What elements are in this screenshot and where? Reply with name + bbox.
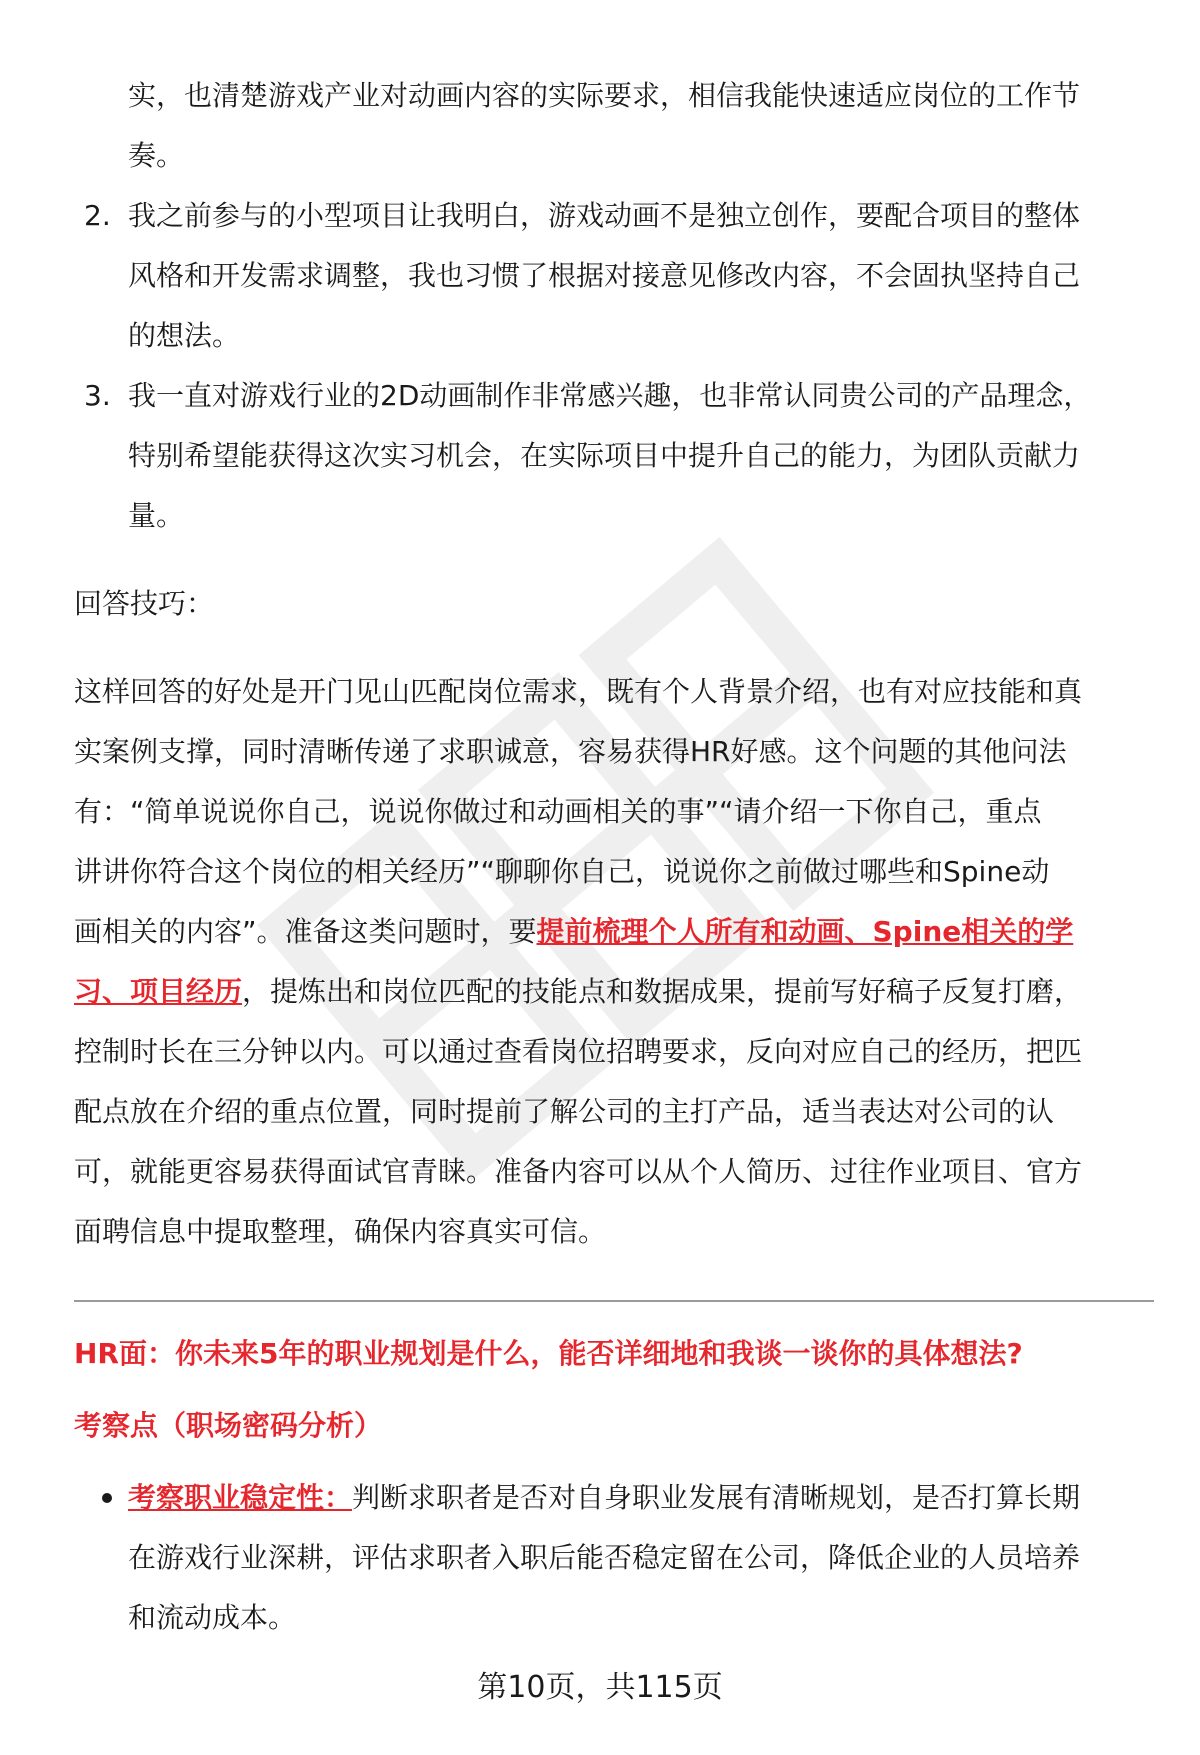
list-item-line: 风格和开发需求调整，我也习惯了根据对接意见修改内容，不会固执坚持自己 (128, 259, 1081, 292)
list-item-line: 我之前参与的小型项目让我明白，游戏动画不是独立创作，要配合项目的整体 (128, 199, 1081, 232)
bullet-item (74, 1468, 1154, 1648)
paragraph-line (74, 902, 1154, 962)
list-item-line: 我一直对游戏行业的2D动画制作非常感兴趣，也非常认同贵公司的产品理念， (128, 379, 1092, 412)
list-item-line: 特别希望能获得这次实习机会，在实际项目中提升自己的能力，为团队贡献力 (128, 439, 1081, 472)
list-item (74, 186, 1154, 366)
text-run: ，提炼出和岗位匹配的技能点和数据成果，提前写好稿子反复打磨， (242, 975, 1083, 1008)
list-item-line: 量。 (128, 499, 185, 532)
highlighted-text: 习、项目经历 (74, 975, 243, 1008)
document-page (74, 66, 1154, 1648)
text-run: 判断求职者是否对自身职业发展有清晰规划，是否打算长期 (352, 1481, 1081, 1514)
paragraph-line: 可，就能更容易获得面试官青睐。准备内容可以从个人简历、过往作业项目、官方 (74, 1155, 1083, 1188)
tips-title: 回答技巧： (74, 587, 215, 620)
highlighted-text: 提前梳理个人所有和动画、Spine相关的学 (536, 915, 1074, 948)
paragraph-line: 这样回答的好处是开门见山匹配岗位需求，既有个人背景介绍，也有对应技能和真 (74, 675, 1083, 708)
list-number: 3. (84, 379, 111, 412)
paragraph-line (74, 962, 1154, 1022)
paragraph-line: 配点放在介绍的重点位置，同时提前了解公司的主打产品，适当表达对公司的认 (74, 1095, 1055, 1128)
check-points-title: 考察点（职场密码分析） (74, 1409, 383, 1442)
bullet-line: 在游戏行业深耕，评估求职者入职后能否稳定留在公司，降低企业的人员培养 (128, 1541, 1081, 1574)
bullet-dot-icon (102, 1493, 112, 1503)
numbered-list (74, 186, 1154, 546)
continued-list-item (74, 66, 1154, 186)
paragraph-line: 实案例支撑，同时清晰传递了求职诚意，容易获得HR好感。这个问题的其他问法 (74, 735, 1067, 768)
section-divider (74, 1300, 1154, 1302)
paragraph-line: 有：“简单说说你自己，说说你做过和动画相关的事”“请介绍一下你自己，重点 (74, 795, 1042, 828)
bullet-label: 考察职业稳定性： (128, 1481, 353, 1514)
list-item (74, 366, 1154, 546)
bullet-line (128, 1468, 1154, 1528)
hr-question-heading: HR面：你未来5年的职业规划是什么，能否详细地和我谈一谈你的具体想法? (74, 1337, 1023, 1370)
paragraph-line: 控制时长在三分钟以内。可以通过查看岗位招聘要求，反向对应自己的经历，把匹 (74, 1035, 1083, 1068)
text-run: 画相关的内容”。准备这类问题时，要 (74, 915, 537, 948)
page-footer: 第10页，共115页 (477, 1670, 723, 1705)
tips-body (74, 662, 1154, 1262)
list-item-line: 的想法。 (128, 319, 241, 352)
paragraph-line: 面聘信息中提取整理，确保内容真实可信。 (74, 1215, 607, 1248)
bullet-line: 和流动成本。 (128, 1601, 297, 1634)
list-number: 2. (84, 199, 111, 232)
paragraph-line: 实，也清楚游戏产业对动画内容的实际要求，相信我能快速适应岗位的工作节 (128, 79, 1081, 112)
paragraph-line: 讲讲你符合这个岗位的相关经历”“聊聊你自己，说说你之前做过哪些和Spine动 (74, 855, 1050, 888)
paragraph-line: 奏。 (128, 139, 185, 172)
